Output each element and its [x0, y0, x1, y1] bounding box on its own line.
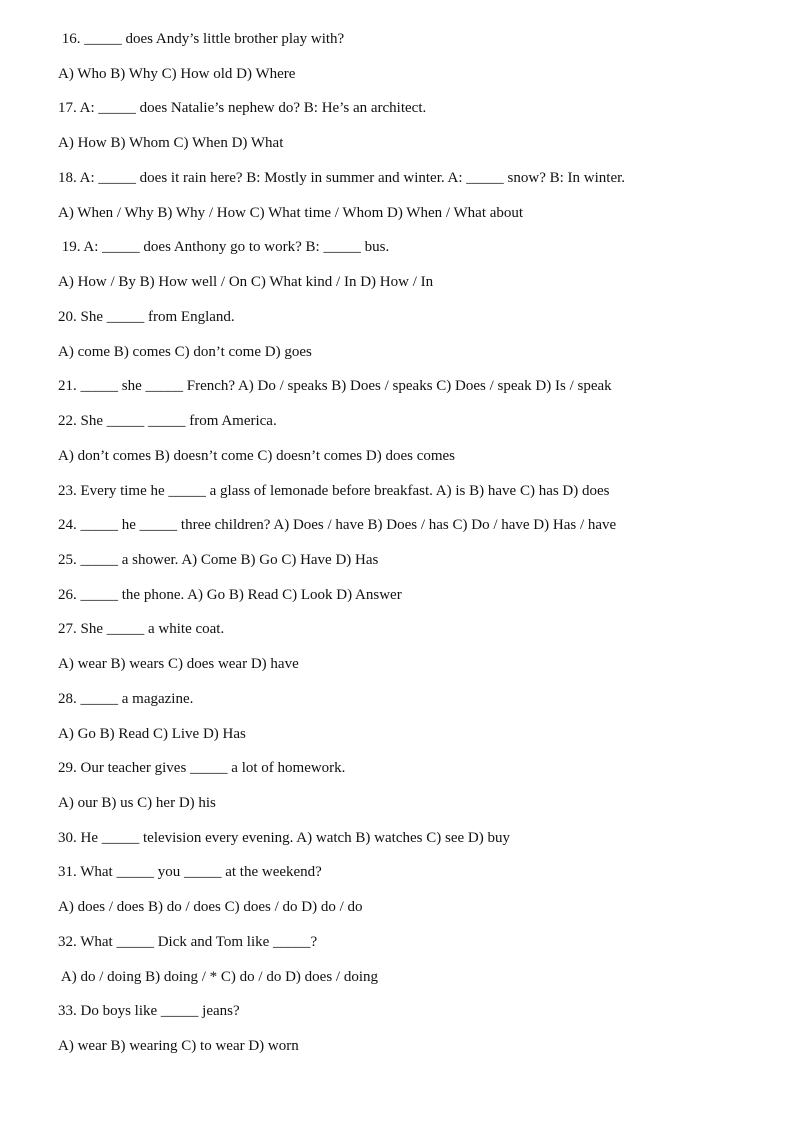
- options-32: A) do / doing B) doing / * C) do / do D) does / doing: [58, 969, 378, 985]
- question-21: 21. _____ she _____ French? A) Do / speaks B) Does / speaks C) Does / speak D) Is / speak: [58, 378, 612, 394]
- question-17: 17. A: _____ does Natalie’s nephew do? B: He’s an architect.: [58, 100, 427, 116]
- options-16: A) Who B) Why C) How old D) Where: [58, 66, 296, 82]
- options-28: A) Go B) Read C) Live D) Has: [58, 726, 246, 742]
- options-17: A) How B) Whom C) When D) What: [58, 135, 284, 151]
- question-27: 27. She _____ a white coat.: [58, 621, 225, 637]
- question-26: 26. _____ the phone. A) Go B) Read C) Look D) Answer: [58, 587, 402, 603]
- question-24: 24. _____ he _____ three children? A) Does / have B) Does / has C) Do / have D) Has / have: [58, 517, 617, 533]
- question-29: 29. Our teacher gives _____ a lot of homework.: [58, 760, 346, 776]
- question-19: 19. A: _____ does Anthony go to work? B: _____ bus.: [58, 239, 390, 255]
- question-22: 22. She _____ _____ from America.: [58, 413, 277, 429]
- question-30: 30. He _____ television every evening. A) watch B) watches C) see D) buy: [58, 830, 510, 846]
- options-19: A) How / By B) How well / On C) What kind / In D) How / In: [58, 274, 434, 290]
- options-31: A) does / does B) do / does C) does / do D) do / do: [58, 899, 363, 915]
- question-32: 32. What _____ Dick and Tom like _____?: [58, 934, 318, 950]
- question-33: 33. Do boys like _____ jeans?: [58, 1003, 240, 1019]
- options-20: A) come B) comes C) don’t come D) goes: [58, 344, 312, 360]
- options-29: A) our B) us C) her D) his: [58, 795, 216, 811]
- question-31: 31. What _____ you _____ at the weekend?: [58, 864, 322, 880]
- options-33: A) wear B) wearing C) to wear D) worn: [58, 1038, 299, 1054]
- question-23: 23. Every time he _____ a glass of lemonade before breakfast. A) is B) have C) has D) does: [58, 483, 610, 499]
- options-27: A) wear B) wears C) does wear D) have: [58, 656, 299, 672]
- question-25: 25. _____ a shower. A) Come B) Go C) Have D) Has: [58, 552, 379, 568]
- options-22: A) don’t comes B) doesn’t come C) doesn’t comes D) does comes: [58, 448, 456, 464]
- question-18: 18. A: _____ does it rain here? B: Mostly in summer and winter. A: _____ snow? B: In winter.: [58, 170, 626, 186]
- question-20: 20. She _____ from England.: [58, 309, 235, 325]
- question-16: 16. _____ does Andy’s little brother play with?: [58, 31, 345, 47]
- options-18: A) When / Why B) Why / How C) What time / Whom D) When / What about: [58, 205, 524, 221]
- question-28: 28. _____ a magazine.: [58, 691, 194, 707]
